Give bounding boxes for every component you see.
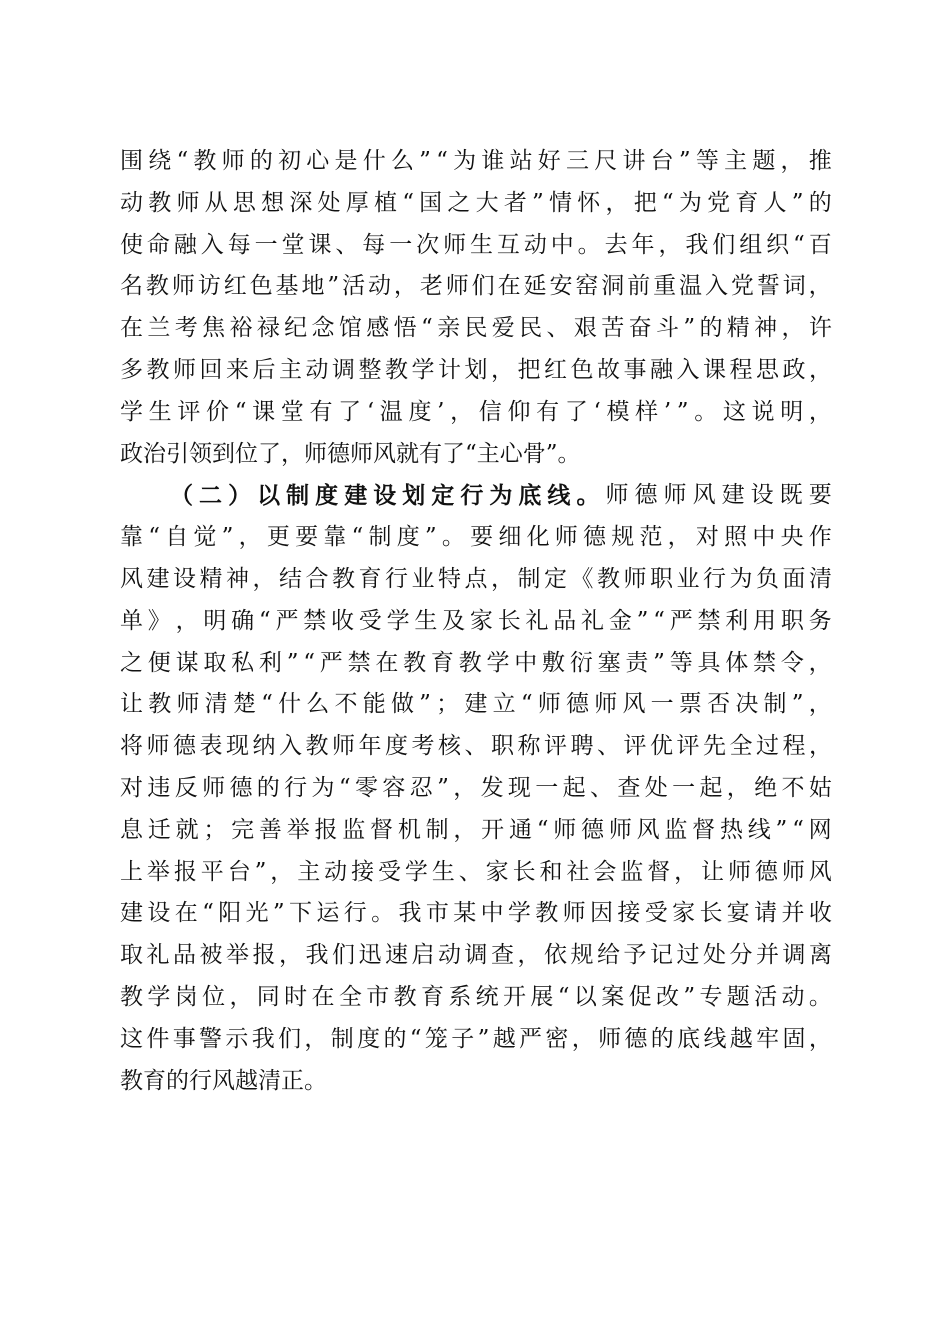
- text-line: 上 举 报 平 台 ” ， 主 动 接 受 学 生 、 家 长 和 社 会 监 督 ， 让 师 德 师 风: [120, 858, 832, 885]
- text-line: 风 建 设 精 神 ， 结 合 教 育 行 业 特 点 ， 制 定 《 教 师 职 业 行 为 负 面 清: [120, 565, 832, 592]
- text-line: 对 违 反 师 德 的 行 为 “ 零 容 忍 ” ， 发 现 一 起 、 查 处 一 起 ， 绝 不 姑: [120, 774, 832, 801]
- text-line: 使 命 融 入 每 一 堂 课 、 每 一 次 师 生 互 动 中 。 去 年 ， 我 们 组 织 “ 百: [120, 231, 832, 258]
- text-line: 息 迁 就 ； 完 善 举 报 监 督 机 制 ， 开 通 “ 师 德 师 风 监 督 热 线 ” “ 网: [120, 816, 832, 843]
- text-line: 动 教 师 从 思 想 深 处 厚 植 “ 国 之 大 者 ” 情 怀 ， 把 “ 为 党 育 人 ” 的: [120, 189, 832, 216]
- text-line: 在 兰 考 焦 裕 禄 纪 念 馆 感 悟 “ 亲 民 爱 民 、 艰 苦 奋 斗 ” 的 精 神 ， 许: [120, 315, 832, 342]
- text-line: 靠 “ 自 觉 ” ， 更 要 靠 “ 制 度 ” 。 要 细 化 师 德 规 范 ， 对 照 中 央 作: [120, 524, 832, 551]
- text-line: 教 学 岗 位 ， 同 时 在 全 市 教 育 系 统 开 展 “ 以 案 促 改 ” 专 题 活 动 。: [120, 983, 832, 1010]
- section-heading-line: （ 二 ） 以 制 度 建 设 划 定 行 为 底 线 。 师 德 师 风 建 设 既 要: [170, 482, 832, 510]
- text-line: 取 礼 品 被 举 报 ， 我 们 迅 速 启 动 调 查 ， 依 规 给 予 记 过 处 分 并 调 离: [120, 942, 832, 969]
- text-line: 之 便 谋 取 私 利 ” “ 严 禁 在 教 育 教 学 中 敷 衍 塞 责 ” 等 具 体 禁 令 ，: [120, 649, 832, 676]
- text-line: 围 绕 “ 教 师 的 初 心 是 什 么 ” “ 为 谁 站 好 三 尺 讲 台 ” 等 主 题 ， 推: [120, 148, 832, 174]
- document-body: [120, 141, 832, 1102]
- text-line: 学 生 评 价 “ 课 堂 有 了 ‘ 温 度 ’ ， 信 仰 有 了 ‘ 模 样 ’ ” 。 这 说 明 ，: [120, 398, 832, 425]
- text-line: 教 育 的 行 风 越 清 正 。: [120, 1067, 327, 1094]
- text-line: 让 教 师 清 楚 “ 什 么 不 能 做 ” ； 建 立 “ 师 德 师 风 一 票 否 决 制 ” ，: [120, 691, 832, 718]
- text-line: 建 设 在 “ 阳 光 ” 下 运 行 。 我 市 某 中 学 教 师 因 接 受 家 长 宴 请 并 收: [120, 900, 832, 927]
- text-line: 将 师 德 表 现 纳 入 教 师 年 度 考 核 、 职 称 评 聘 、 评 优 评 先 全 过 程 ，: [120, 733, 832, 760]
- text-line: 这 件 事 警 示 我 们 ， 制 度 的 “ 笼 子 ” 越 严 密 ， 师 德 的 底 线 越 牢 固 ，: [120, 1025, 832, 1052]
- text-line: 单 》 ， 明 确 “ 严 禁 收 受 学 生 及 家 长 礼 品 礼 金 ” “ 严 禁 利 用 职 务: [120, 607, 832, 634]
- text-line: 政 治 引 领 到 位 了 ， 师 德 师 风 就 有 了 “ 主 心 骨 ” 。: [120, 440, 581, 467]
- text-line: 多 教 师 回 来 后 主 动 调 整 教 学 计 划 ， 把 红 色 故 事 融 入 课 程 思 政 ，: [120, 356, 832, 383]
- text-line: 名 教 师 访 红 色 基 地 ” 活 动 ， 老 师 们 在 延 安 窑 洞 前 重 温 入 党 誓 词 ，: [120, 273, 832, 300]
